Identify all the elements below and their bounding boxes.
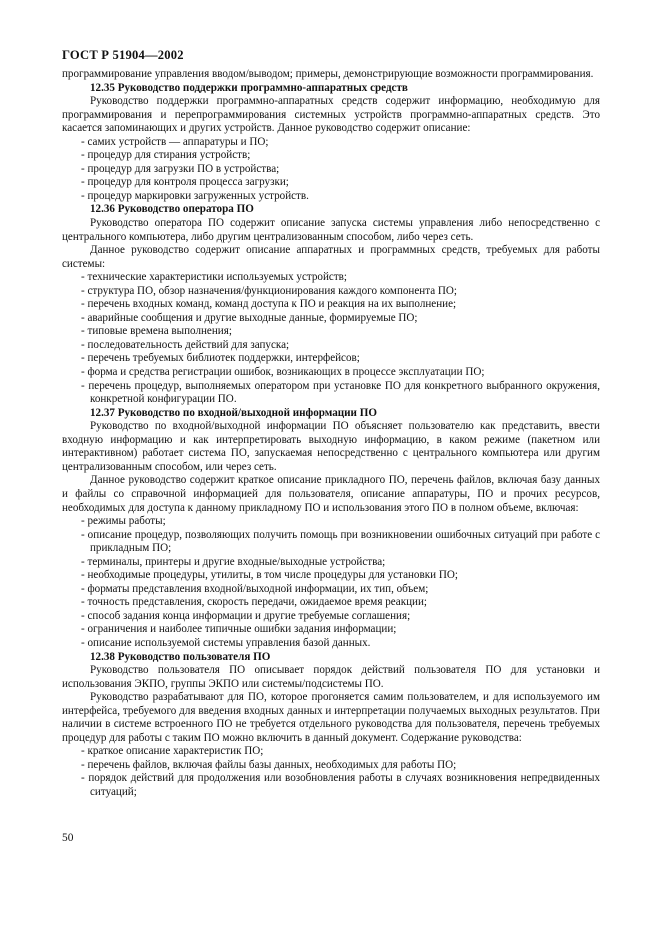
list-item: - форматы представления входной/выходной информации, их тип, объем;: [62, 583, 600, 597]
document-body: [62, 68, 600, 800]
bullet-list: [62, 515, 600, 650]
section-heading-12-35: 12.35 Руководство поддержки программно-аппаратных средств: [90, 81, 408, 94]
list-item: - самих устройств — аппаратуры и ПО;: [62, 136, 600, 150]
list-item: - способ задания конца информации и другие требуемые соглашения;: [62, 610, 600, 624]
list-item: - процедур маркировки загруженных устройств.: [62, 190, 600, 204]
section-12-35-continuation: программирование управления вводом/выводом; примеры, демонстрирующие возможности программирования.: [62, 68, 594, 80]
list-item: - технические характеристики используемых устройств;: [62, 271, 600, 285]
list-item: - режимы работы;: [62, 515, 600, 529]
list-item: - перечень процедур, выполняемых оператором при установке ПО для конкретного выбранного окружения, конкретной конфигурации ПО.: [62, 380, 600, 407]
list-item: - точность представления, скорость передачи, ожидаемое время реакции;: [62, 596, 600, 610]
paragraph: Данное руководство содержит описание аппаратных и программных средств, требуемых для работы системы:: [62, 244, 600, 270]
list-item: - необходимые процедуры, утилиты, в том числе процедуры для установки ПО;: [62, 569, 600, 583]
section-heading-12-36: 12.36 Руководство оператора ПО: [90, 203, 254, 216]
page-header: ГОСТ Р 51904—2002: [62, 48, 184, 62]
section-heading-12-38: 12.38 Руководство пользователя ПО: [90, 650, 271, 663]
paragraph: Руководство поддержки программно-аппаратных средств содержит информацию, необходимую для программирования и перепрограммирования системных устройств программно-аппаратных средств. Это касается запоминающих и других устройств. Данное руководство содержит описание:: [62, 95, 600, 135]
list-item: - порядок действий для продолжения или возобновления работы в случаях возникновения непредвиденных ситуаций;: [62, 772, 600, 799]
list-item: - описание процедур, позволяющих получить помощь при возникновении ошибочных ситуаций при работе с прикладным ПО;: [62, 529, 600, 556]
list-item: - процедур для загрузки ПО в устройства;: [62, 163, 600, 177]
list-item: - перечень требуемых библиотек поддержки, интерфейсов;: [62, 352, 600, 366]
list-item: - перечень входных команд, команд доступа к ПО и реакция на их выполнение;: [62, 298, 600, 312]
list-item: - терминалы, принтеры и другие входные/выходные устройства;: [62, 556, 600, 570]
paragraph: Данное руководство содержит краткое описание прикладного ПО, перечень файлов, включая базу данных и файлы со справочной информацией для пользователя, описание аппаратуры, ПО и прочих ресурсов, необходимых для доступа к данному прикладному ПО и использования этого ПО в полном объеме, включая:: [62, 474, 600, 514]
bullet-list: [62, 271, 600, 406]
list-item: - краткое описание характеристик ПО;: [62, 745, 600, 759]
list-item: - форма и средства регистрации ошибок, возникающих в процессе эксплуатации ПО;: [62, 366, 600, 380]
section-heading-12-37: 12.37 Руководство по входной/выходной информации ПО: [90, 406, 377, 419]
page-number: 50: [62, 832, 74, 844]
paragraph: Руководство оператора ПО содержит описание запуска системы управления либо непосредственно с центрального компьютера, либо другим централизованным способом, либо через сеть.: [62, 217, 600, 243]
list-item: - ограничения и наиболее типичные ошибки задания информации;: [62, 623, 600, 637]
list-item: - последовательность действий для запуска;: [62, 339, 600, 353]
list-item: - структура ПО, обзор назначения/функционирования каждого компонента ПО;: [62, 285, 600, 299]
list-item: - описание используемой системы управления базой данных.: [62, 637, 600, 651]
list-item: - типовые времена выполнения;: [62, 325, 600, 339]
paragraph: Руководство пользователя ПО описывает порядок действий пользователя ПО для установки и использования ЭКПО, группы ЭКПО или системы/подсистемы ПО.: [62, 664, 600, 690]
bullet-list: [62, 136, 600, 204]
bullet-list: [62, 745, 600, 799]
list-item: - процедур для стирания устройств;: [62, 149, 600, 163]
list-item: - аварийные сообщения и другие выходные данные, формируемые ПО;: [62, 312, 600, 326]
list-item: - процедур для контроля процесса загрузки;: [62, 176, 600, 190]
paragraph: Руководство по входной/выходной информации ПО объясняет пользователю как представить, ввести входную информацию и как интерпретировать выходную информацию, в каком режиме (пакетном или интерактивном) работает система ПО, запускаемая непосредственно с центрального компьютера или другим централизованным способом, или через сеть.: [62, 420, 600, 473]
paragraph: Руководство разрабатывают для ПО, которое прогоняется самим пользователем, и для используемого им интерфейса, требуемого для введения входных данных и интерпретации получаемых выходных результатов. При наличии в системе встроенного ПО не требуется отдельного руководства для пользователя, перечень требуемых процедур для работы с таким ПО можно включить в данный документ. Содержание руководства:: [62, 691, 600, 744]
list-item: - перечень файлов, включая файлы базы данных, необходимых для работы ПО;: [62, 759, 600, 773]
